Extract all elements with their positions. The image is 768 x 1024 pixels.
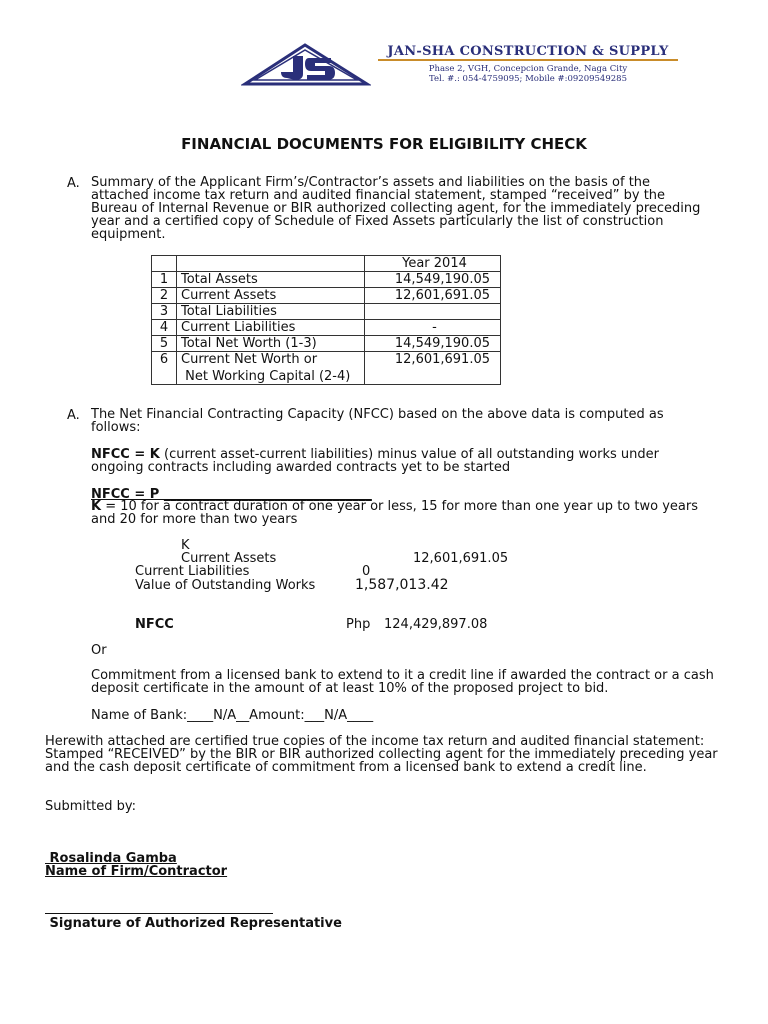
current-liabilities-label: Current Liabilities — [135, 564, 250, 579]
year-header: Year 2014 — [365, 256, 501, 272]
table-row — [152, 272, 501, 288]
row-label: Current Net Worth or — [181, 352, 318, 367]
section-b-marker: A. — [67, 408, 80, 423]
row-label: Total Assets — [177, 272, 365, 288]
row-value: 14,549,190.05 — [365, 272, 501, 288]
signature-label: Signature of Authorized Representative — [45, 916, 342, 931]
table-row — [152, 320, 501, 336]
financial-summary-table — [151, 255, 501, 385]
nfcc-formula-label: NFCC = K — [91, 447, 160, 462]
triangle-js-logo-icon — [241, 42, 371, 86]
k-label: K — [91, 499, 102, 514]
row-label: Total Net Worth (1-3) — [177, 336, 365, 352]
k-definition — [91, 500, 711, 526]
k-line: K — [181, 538, 190, 553]
section-a-text: Summary of the Applicant Firm’s/Contractor’s assets and liabilities on the basis of the attached income tax return and audited financial statement, stamped “received” by the Bureau of Internal Revenue or BIR authorized collecting agent, for the immediately preceding year and a certified copy of Schedule of Fixed Assets particularly the list of construction equipment. — [91, 175, 701, 242]
row-label-continued: Net Working Capital (2-4) — [181, 369, 351, 384]
table-row — [152, 352, 501, 385]
row-number: 6 — [152, 352, 177, 385]
row-number: 1 — [152, 272, 177, 288]
or-text: Or — [91, 643, 107, 658]
k-text: = 10 for a contract duration of one year or less, 15 for more than one year up to two years and 20 for more than two years — [91, 499, 698, 527]
nfcc-p-line: NFCC = P ________________________________ — [91, 487, 372, 502]
current-assets-label: Current Assets — [181, 551, 277, 566]
outstanding-works-label: Value of Outstanding Works — [135, 578, 316, 593]
nfcc-currency: Php — [346, 617, 371, 632]
letterhead — [378, 44, 678, 84]
row-label: Current Assets — [177, 288, 365, 304]
nfcc-label: NFCC — [135, 617, 174, 632]
signature-line — [45, 913, 273, 914]
row-label: Total Liabilities — [177, 304, 365, 320]
table-cell — [152, 256, 177, 272]
table-cell — [177, 256, 365, 272]
current-liabilities-value: 0 — [362, 564, 371, 579]
company-contact: Tel. #.: 054-4759095; Mobile #:09209549285 — [429, 74, 627, 84]
row-value — [365, 304, 501, 320]
row-value: 14,549,190.05 — [365, 336, 501, 352]
row-number: 4 — [152, 320, 177, 336]
table-row — [152, 288, 501, 304]
row-value: 12,601,691.05 — [365, 352, 501, 385]
nfcc-formula — [91, 448, 711, 474]
herewith-text: Herewith attached are certified true copies of the income tax return and audited financial statement: Stamped “RECEIVED” by the BIR or BIR authorized collecting agent for the immediately preceding year and the cash deposit certificate of commitment from a licensed bank to extend a credit line. — [45, 734, 718, 775]
row-label: Current Liabilities — [177, 320, 365, 336]
letterhead-rule — [378, 59, 678, 61]
row-number: 3 — [152, 304, 177, 320]
row-label-multiline — [177, 352, 365, 385]
row-number: 2 — [152, 288, 177, 304]
firm-label: Name of Firm/Contractor — [45, 864, 228, 879]
section-a-marker: A. — [67, 176, 80, 191]
signatory-name: Rosalinda Gamba — [45, 851, 177, 866]
row-number: 5 — [152, 336, 177, 352]
company-name: JAN-SHA CONSTRUCTION & SUPPLY — [387, 44, 669, 59]
table-header-row — [152, 256, 501, 272]
section-b-text: The Net Financial Contracting Capacity (NFCC) based on the above data is computed as follows: — [91, 407, 664, 435]
table-row — [152, 304, 501, 320]
row-value: - — [365, 320, 501, 336]
company-address: Phase 2, VGH, Concepcion Grande, Naga City — [428, 64, 628, 74]
company-logo — [241, 42, 371, 86]
submitted-by: Submitted by: — [45, 799, 136, 814]
nfcc-value: 124,429,897.08 — [384, 617, 488, 632]
bank-line: Name of Bank:____N/A__Amount:___N/A____ — [91, 708, 374, 723]
current-assets-value: 12,601,691.05 — [413, 551, 509, 566]
table-row — [152, 336, 501, 352]
outstanding-works-value: 1,587,013.42 — [355, 577, 449, 593]
row-value: 12,601,691.05 — [365, 288, 501, 304]
page-title: FINANCIAL DOCUMENTS FOR ELIGIBILITY CHECK — [181, 135, 587, 153]
commitment-text: Commitment from a licensed bank to extend to it a credit line if awarded the contract or a cash deposit certificate in the amount of at least 10% of the proposed project to bid. — [91, 668, 714, 696]
nfcc-formula-text: (current asset-current liabilities) minus value of all outstanding works under ongoing contracts including awarded contracts yet to be started — [91, 447, 659, 475]
